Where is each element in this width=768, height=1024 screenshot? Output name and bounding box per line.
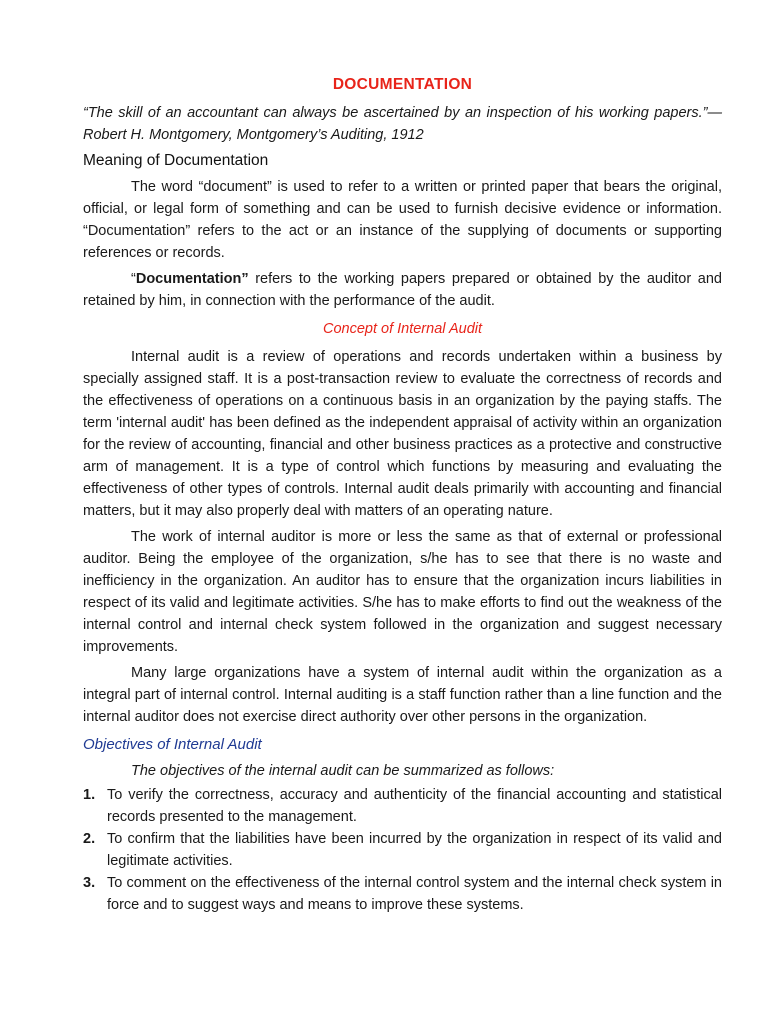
list-text: To confirm that the liabilities have been incurred by the organization in respect of its valid and legitimate activities. [107, 831, 722, 869]
meaning-heading: Meaning of Documentation [83, 152, 269, 169]
concept-paragraph-3: Many large organizations have a system of internal audit within the organization as a integral part of internal control. Internal auditing is a staff function rather than a line function and the internal auditor does not exercise direct authority over other persons in the organization. [83, 665, 722, 725]
objectives-intro: The objectives of the internal audit can be summarized as follows: [131, 763, 555, 779]
concept-paragraph-1: Internal audit is a review of operations and records undertaken within a business by specially assigned staff. It is a post-transaction review to evaluate the correctness of records and the effectiveness of operations on a continuous basis in an organization by the paying staffs. The term 'internal audit' has been defined as the independent appraisal of activity within an organization for the review of accounting, financial and other business practices as a protective and constructive arm of management. It is a type of control which functions by measuring and evaluating the effectiveness of other types of controls. Internal audit deals primarily with accounting and financial matters, but it may also properly deal with matters of an operating nature. [83, 349, 722, 519]
list-number: 2. [83, 831, 96, 847]
documentation-paragraph [83, 268, 722, 312]
list-item [83, 828, 722, 872]
objectives-list [83, 784, 722, 916]
page-title: DOCUMENTATION [332, 76, 473, 93]
open-quote: “ [131, 271, 136, 287]
list-text: To verify the correctness, accuracy and authenticity of the financial accounting and statistical records presented to the management. [107, 787, 722, 825]
epigraph-quote: “The skill of an accountant can always be ascertained by an inspection of his working papers.”—Robert H. Montgomery, Montgomery’s Auditing, 1912 [83, 105, 722, 143]
list-item [83, 784, 722, 828]
list-number: 1. [83, 787, 96, 803]
list-number: 3. [83, 875, 96, 891]
list-item [83, 872, 722, 916]
list-text: To comment on the effectiveness of the internal control system and the internal check system in force and to suggest ways and means to improve these systems. [107, 875, 722, 913]
meaning-paragraph: The word “document” is used to refer to a written or printed paper that bears the original, official, or legal form of something and can be used to furnish decisive evidence or information. “Documentation” refers to the act or an instance of the supplying of documents or supporting references or records. [83, 179, 722, 261]
documentation-definition: refers to the working papers prepared or obtained by the auditor and retained by him, in connection with the performance of the audit. [83, 271, 722, 309]
concept-heading: Concept of Internal Audit [322, 321, 483, 337]
concept-paragraph-2: The work of internal auditor is more or less the same as that of external or professional auditor. Being the employee of the organization, s/he has to see that there is no waste and inefficiency in the organization. An auditor has to ensure that the organization incurs liabilities in respect of its valid and legitimate activities. S/he has to make efforts to find out the weakness of the internal control and internal check system followed in the organization and suggest necessary improvements. [83, 529, 722, 655]
objectives-heading: Objectives of Internal Audit [83, 736, 262, 753]
documentation-term: Documentation” [135, 271, 249, 287]
